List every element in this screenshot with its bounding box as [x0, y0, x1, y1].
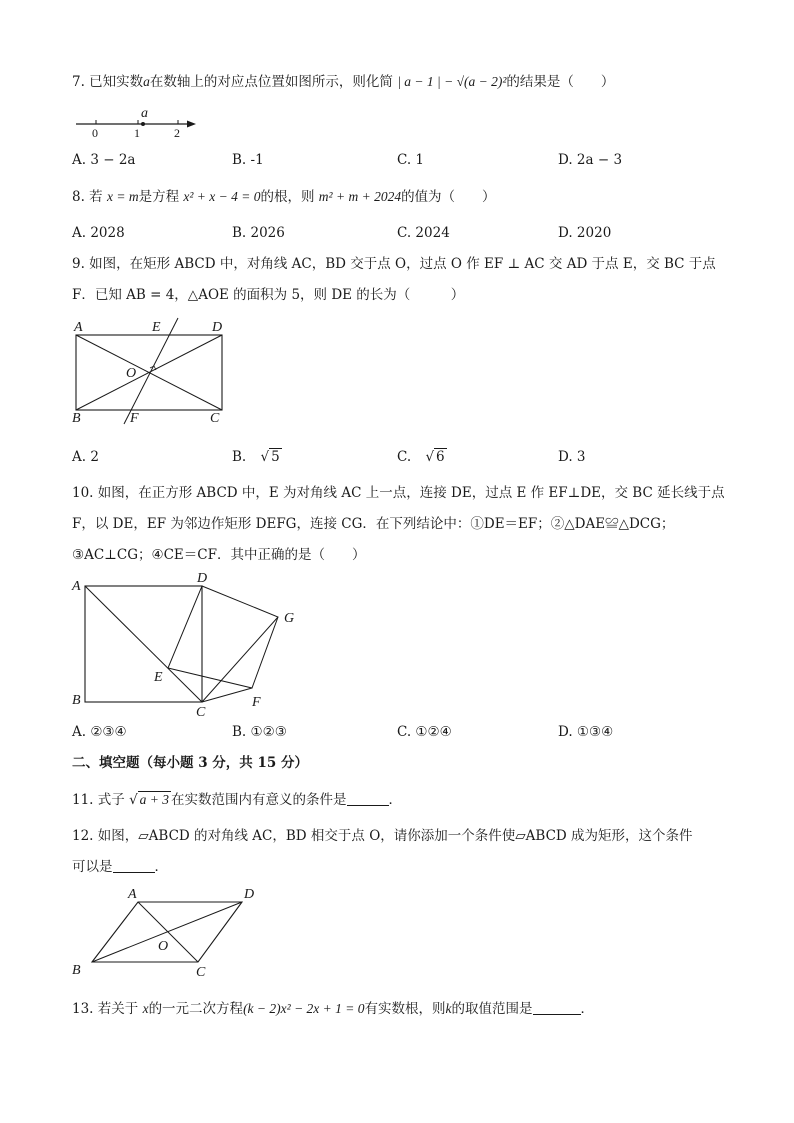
q10-stem-line1: 10. 如图，在正方形 ABCD 中，E 为对角线 AC 上一点，连接 DE，过点 E 作 EF⊥DE，交 BC 延长线于点: [72, 485, 725, 501]
q13-var-x: x: [142, 1001, 149, 1016]
point-a: [141, 122, 145, 126]
q10-option-a[interactable]: A. ②③④: [72, 724, 127, 740]
point-a-label: a: [141, 106, 148, 121]
q11-root: √ a + 3: [129, 792, 170, 808]
segment-cf: [202, 688, 252, 702]
q9-rectangle-figure: [70, 316, 240, 428]
q8-stem-c: 的根，则: [260, 189, 315, 205]
q13-stem: [72, 999, 594, 1019]
q9-option-b-label: B.: [232, 449, 247, 465]
q9-stem-line1: 9. 如图，在矩形 ABCD 中，对角线 AC，BD 交于点 O，过点 O 作 EF ⊥ AC 交 AD 于点 E，交 BC 于点: [72, 256, 716, 272]
label-f: F: [252, 695, 261, 710]
tick-2-label: 2: [174, 126, 180, 140]
q8-stem-a: 8. 若: [72, 189, 103, 205]
q12-line2-text: 可以是: [72, 859, 113, 875]
label-o: O: [126, 366, 137, 381]
label-d: D: [212, 320, 223, 335]
q9-option-c-radicand: 6: [436, 449, 445, 465]
q12-line2-end: ．: [154, 859, 168, 875]
label-c: C: [196, 705, 206, 720]
label-e: E: [154, 670, 163, 685]
q9-option-b[interactable]: [232, 447, 282, 467]
q11-stem-b: 在实数范围内有意义的条件是: [171, 792, 347, 808]
q8-stem-d: 的值为（ ）: [401, 189, 496, 205]
q8-option-c[interactable]: C. 2024: [397, 225, 450, 241]
q11-stem-c: ．: [388, 792, 403, 808]
q11-radicand: a + 3: [139, 792, 170, 807]
q13-stem-d: 的取值范围是: [451, 1001, 533, 1017]
segment-cg: [202, 617, 278, 702]
label-o: O: [158, 939, 169, 954]
tick-0-label: 0: [92, 126, 98, 140]
label-e: E: [152, 320, 161, 335]
label-a: A: [72, 579, 81, 594]
diagonal-ac: [85, 586, 202, 702]
q8-equation: x² + x − 4 = 0: [183, 189, 261, 204]
q13-equation: (k − 2)x² − 2x + 1 = 0: [243, 1001, 365, 1016]
q9-option-c-root: √ 6: [425, 449, 445, 465]
q8-expression: m² + m + 2024: [318, 189, 402, 204]
tick-1-label: 1: [134, 126, 140, 140]
rectangle-defg: [168, 586, 278, 688]
q12-stem-line2: [72, 857, 168, 877]
label-a: A: [74, 320, 83, 335]
q13-stem-e: ．: [580, 1001, 595, 1017]
label-b: B: [72, 693, 81, 708]
q11-stem-a: 11. 式子: [72, 792, 125, 808]
q8-condition: x = m: [106, 189, 139, 204]
label-g: G: [284, 611, 295, 626]
label-b: B: [72, 411, 81, 426]
q7-stem: [72, 72, 614, 92]
q10-option-c[interactable]: C. ①②④: [397, 724, 452, 740]
q13-answer-blank[interactable]: [533, 1000, 581, 1015]
q10-option-d[interactable]: D. ①③④: [558, 724, 614, 740]
label-d: D: [244, 887, 255, 902]
q13-var-k: k: [445, 1001, 452, 1016]
label-d: D: [197, 571, 208, 586]
q7-stem-c: 的结果是（ ）: [506, 74, 615, 90]
q9-stem-line2: F．已知 AB = 4，△AOE 的面积为 5，则 DE 的长为（ ）: [72, 287, 465, 303]
q7-option-d[interactable]: D. 2a − 3: [558, 152, 623, 168]
q7-number-line: [72, 104, 212, 140]
q9-option-c-label: C.: [397, 449, 412, 465]
q9-option-a[interactable]: A. 2: [72, 449, 99, 465]
q7-option-a[interactable]: A. 3 − 2a: [72, 152, 136, 168]
q9-option-d[interactable]: D. 3: [558, 449, 586, 465]
q9-option-b-root: √ 5: [260, 449, 280, 465]
q7-stem-b: 在数轴上的对应点位置如图所示，则化简: [149, 74, 393, 90]
q8-option-b[interactable]: B. 2026: [232, 225, 285, 241]
q12-stem-line1: 12. 如图，▱ABCD 的对角线 AC，BD 相交于点 O，请你添加一个条件使▱ABCD 成为矩形，这个条件: [72, 828, 693, 844]
q10-option-b[interactable]: B. ①②③: [232, 724, 287, 740]
q13-stem-c: 有实数根，则: [364, 1001, 446, 1017]
q7-option-b[interactable]: B. -1: [232, 152, 264, 168]
q11-answer-blank[interactable]: [347, 791, 389, 806]
q11-stem: [72, 790, 402, 810]
label-c: C: [196, 965, 206, 980]
q7-option-c[interactable]: C. 1: [397, 152, 425, 168]
q8-option-d[interactable]: D. 2020: [558, 225, 612, 241]
q10-stem-line2: F，以 DE，EF 为邻边作矩形 DEFG，连接 CG．在下列结论中：①DE＝EF；②△DAE≌△DCG；: [72, 516, 675, 532]
q7-stem-a: 7. 已知实数: [72, 74, 144, 90]
section-2-title: 二、填空题（每小题 3 分，共 15 分）: [72, 755, 308, 771]
q12-answer-blank[interactable]: [113, 858, 155, 873]
q7-var-a: a: [143, 74, 150, 89]
q8-stem-b: 是方程: [138, 189, 180, 205]
q10-stem-line3: ③AC⊥CG；④CE＝CF．其中正确的是（ ）: [72, 547, 366, 563]
q8-option-a[interactable]: A. 2028: [72, 225, 125, 241]
q8-stem: [72, 187, 496, 207]
number-line-arrow: [187, 121, 196, 128]
q13-stem-a: 13. 若关于: [72, 1001, 139, 1017]
q9-option-b-radicand: 5: [271, 449, 280, 465]
q7-expression: | a − 1 | − √(a − 2)²: [397, 74, 507, 89]
q9-option-c[interactable]: [397, 447, 447, 467]
q10-square-figure: [70, 570, 310, 720]
q13-stem-b: 的一元二次方程: [148, 1001, 244, 1017]
label-c: C: [210, 411, 220, 426]
label-b: B: [72, 963, 81, 978]
q12-parallelogram-figure: [70, 884, 270, 980]
label-a: A: [128, 887, 137, 902]
label-f: F: [130, 411, 139, 426]
